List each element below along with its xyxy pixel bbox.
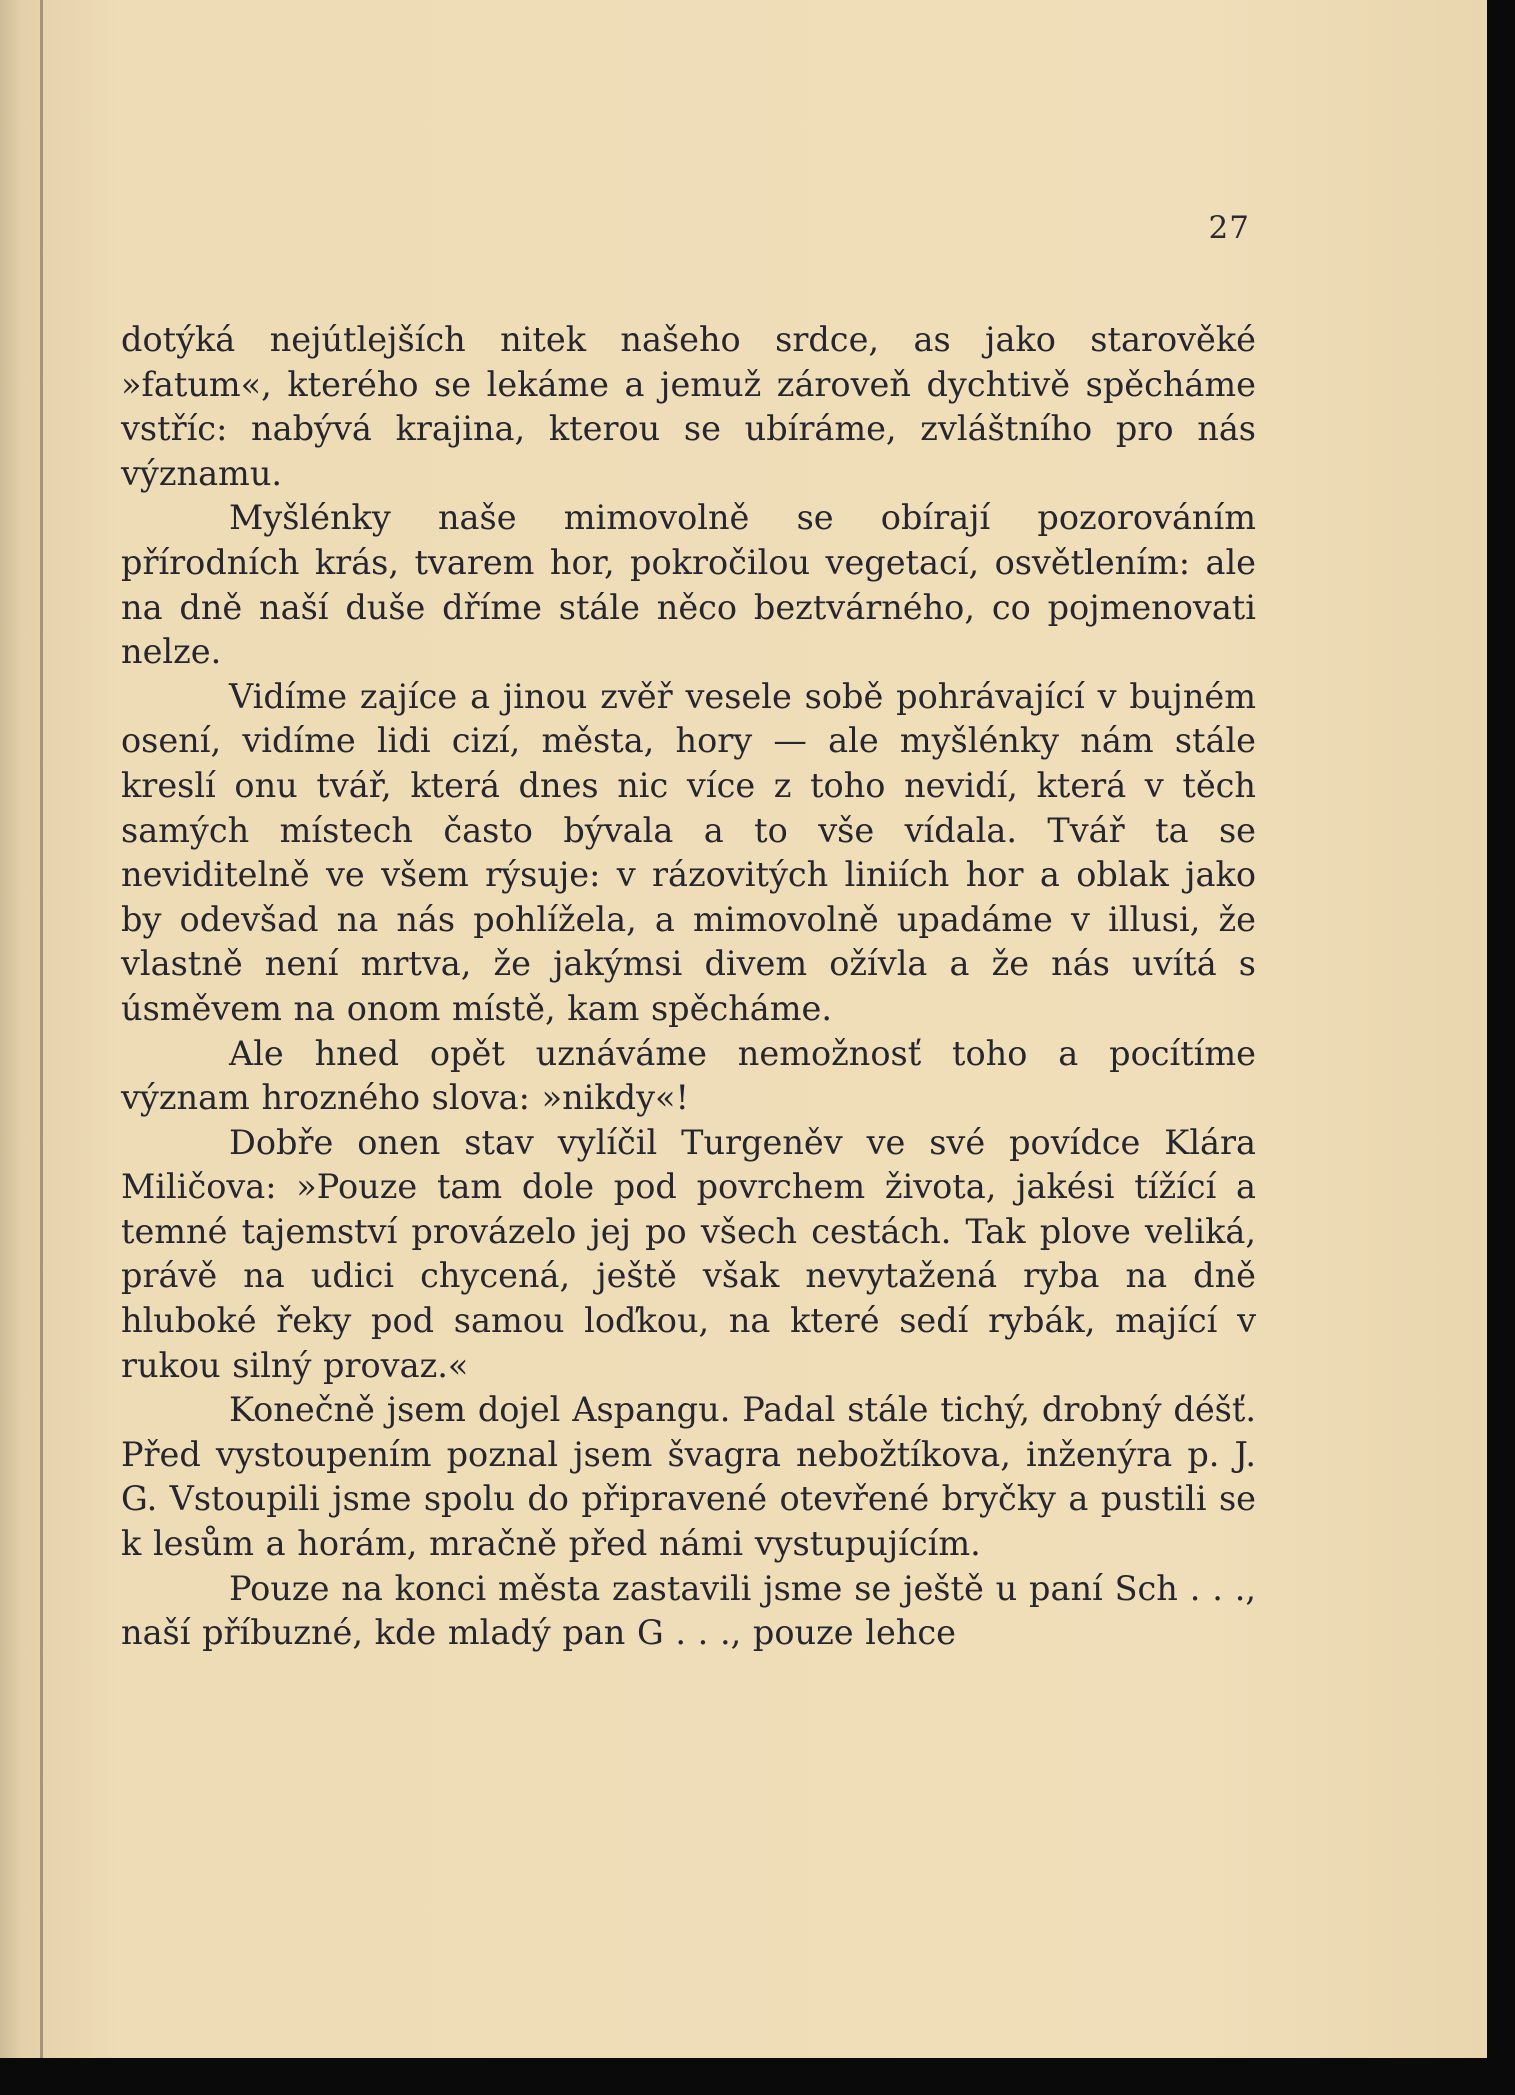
paragraph: Vidíme zajíce a jinou zvěř vesele sobě pohrávající v bujném osení, vidíme lidi cizí, města, hory — ale myšlénky nám stále kreslí onu tvář, která dnes nic více z toho nevidí, která v těch samých místech často bývala a to vše vídala. Tvář ta se neviditelně ve všem rýsuje: v rázovitých liniích hor a oblak jako by odevšad na nás pohlížela, a mimovolně upadáme v illusi, že vlastně není mrtva, že jakýmsi divem ožívla a že nás uvítá s úsměvem na onom místě, kam spěcháme. xyxy=(121,676,1256,1028)
binding-edge-line xyxy=(40,0,43,2058)
paragraph: Konečně jsem dojel Aspangu. Padal stále tichý, drobný déšť. Před vystoupením poznal jsem švagra nebožtíkova, inženýra p. J. G. Vstoupili jsme spolu do připravené otevřené bryčky a pustili se k lesům a horám, mračně před námi vystupujícím. xyxy=(121,1390,1256,1564)
paragraph-continues: Pouze na konci města zastavili jsme se ještě u paní Sch . . ., naší příbuzné, kde mladý pan G . . ., pouze lehce xyxy=(121,1568,1256,1653)
paragraph: Ale hned opět uznáváme nemožnosť toho a pocítíme význam hrozného slova: »nikdy«! xyxy=(121,1033,1256,1118)
paragraph: Myšlénky naše mimovolně se obírají pozorováním přírodních krás, tvarem hor, pokročilou vegetací, osvětlením: ale na dně naší duše dříme stále něco beztvárného, co pojmenovati nelze. xyxy=(121,498,1256,672)
paragraph-continued: dotýká nejútlejších nitek našeho srdce, as jako starověké »fatum«, kterého se lekáme a jemuž zároveň dychtivě spěcháme vstříc: nabývá krajina, kterou se ubíráme, zvláštního pro nás významu. xyxy=(121,320,1256,493)
paragraph: Dobře onen stav vylíčil Turgeněv ve své povídce Klára Miličova: »Pouze tam dole pod povrchem života, jakési tížící a temné tajemství provázelo jej po všech cestách. Tak plove veliká, právě na udici chycená, ještě však nevytažená ryba na dně hluboké řeky pod samou loďkou, na které sedí rybák, mající v rukou silný provaz.« xyxy=(121,1122,1256,1385)
page-number: 27 xyxy=(1208,210,1250,246)
body-text xyxy=(121,318,1256,1656)
